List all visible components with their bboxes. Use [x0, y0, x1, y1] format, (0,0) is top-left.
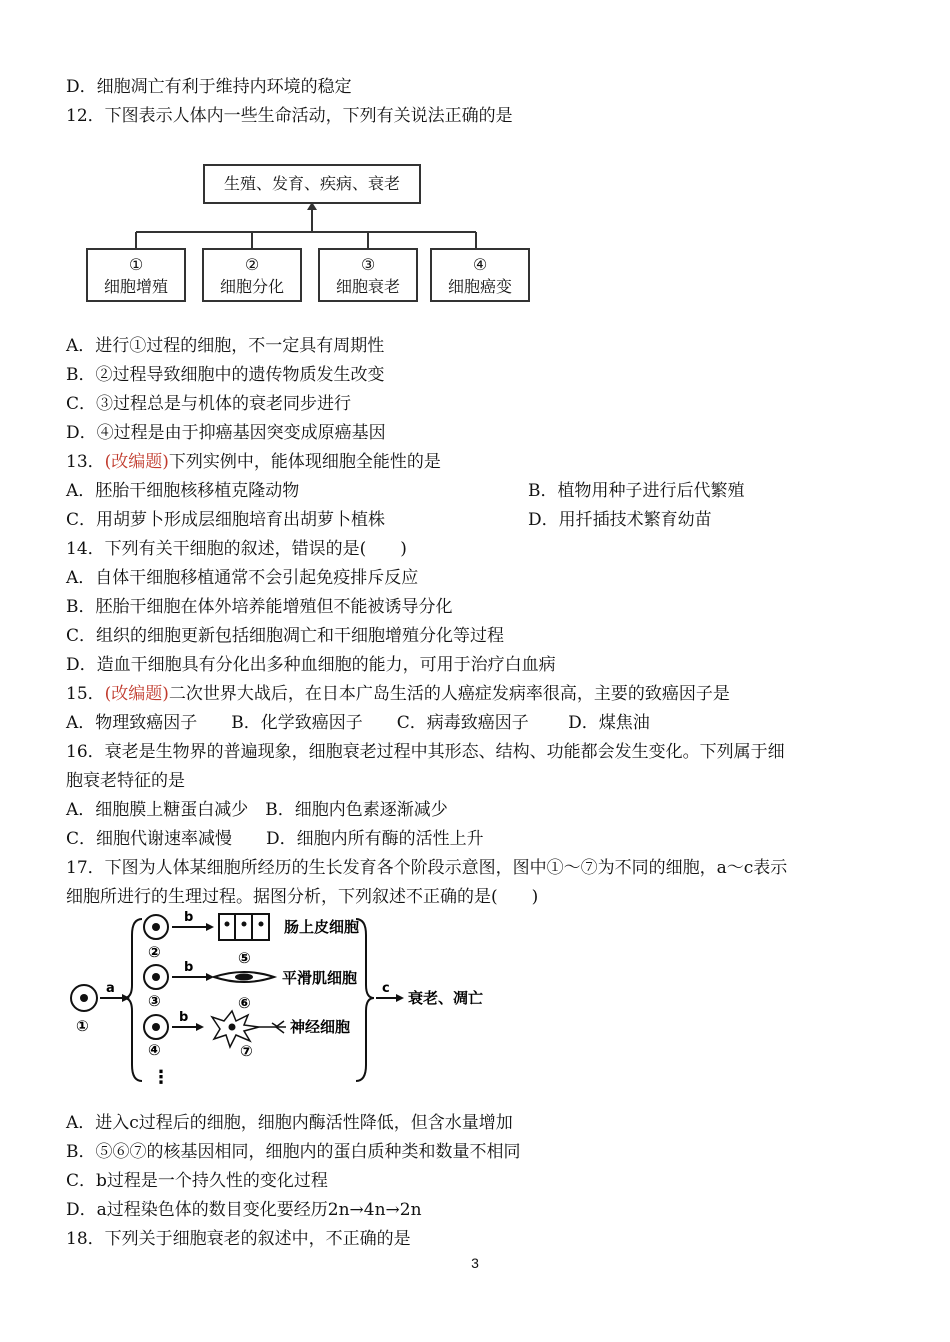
box-number: ③ [360, 255, 376, 274]
nucleus [80, 994, 88, 1002]
adapted-tag: (改编题) [104, 684, 169, 704]
box-number: ① [128, 255, 144, 274]
q17-stem-line1: 17．下图为人体某细胞所经历的生长发育各个阶段示意图，图中①～⑦为不同的细胞，a～c表示 [66, 858, 788, 878]
label-7: ⑦ [240, 1042, 253, 1060]
box-label: 细胞癌变 [447, 277, 512, 296]
question-number: 13． [66, 452, 105, 472]
label-b3: b [179, 1010, 189, 1025]
diagram-box-differentiation [202, 248, 302, 302]
label-3: ③ [148, 992, 161, 1010]
page-number: 3 [471, 1255, 479, 1271]
right-brace [356, 919, 374, 1081]
diagram-box-proliferation [86, 248, 186, 302]
label-4: ④ [148, 1041, 161, 1059]
label-5: ⑤ [238, 949, 251, 967]
more-cells-dots: ⋮ [152, 1067, 170, 1088]
label-1: ① [76, 1017, 89, 1035]
q16-options-row1: A．细胞膜上糖蛋白减少 B．细胞内色素逐渐减少 [66, 800, 448, 820]
label-6: ⑥ [238, 994, 251, 1012]
q13-options-row2 [66, 509, 886, 531]
diagram-box-cancer [430, 248, 530, 302]
q12-option-a: A．进行①过程的细胞，不一定具有周期性 [66, 336, 385, 356]
q15-stem [66, 683, 730, 705]
box-label: 细胞分化 [219, 277, 284, 296]
q12-option-b: B．②过程导致细胞中的遗传物质发生改变 [66, 365, 385, 385]
cell6-label: 平滑肌细胞 [282, 969, 358, 987]
box-number: ② [244, 255, 260, 274]
q16-stem-line2: 胞衰老特征的是 [66, 771, 185, 791]
q12-option-c: C．③过程总是与机体的衰老同步进行 [66, 394, 352, 414]
q17-diagram [64, 905, 504, 1090]
q13-option-c: C．用胡萝卜形成层细胞培育出胡萝卜植株 [66, 510, 386, 530]
q17-option-b: B．⑤⑥⑦的核基因相同，细胞内的蛋白质种类和数量不相同 [66, 1142, 521, 1162]
q13-options-row1 [66, 480, 886, 502]
left-brace [124, 919, 142, 1081]
label-a: a [106, 981, 115, 996]
q17-option-c: C．b过程是一个持久性的变化过程 [66, 1171, 328, 1191]
label-c: c [382, 981, 390, 996]
q14-option-a: A．自体干细胞移植通常不会引起免疫排斥反应 [66, 568, 419, 588]
question-number: 15． [66, 684, 105, 704]
q11-option-d: D．细胞凋亡有利于维持内环境的稳定 [66, 77, 352, 97]
q18-stem: 18．下列关于细胞衰老的叙述中，不正确的是 [66, 1229, 411, 1249]
q13-option-d: D．用扦插技术繁育幼苗 [528, 510, 712, 530]
question-text: 二次世界大战后，在日本广岛生活的人癌症发病率很高，主要的致癌因子是 [168, 684, 730, 704]
q13-option-a: A．胚胎干细胞核移植克隆动物 [66, 481, 300, 501]
adapted-tag: (改编题) [104, 452, 169, 472]
q13-stem [66, 451, 441, 473]
q12-diagram [80, 150, 540, 310]
q13-option-b: B．植物用种子进行后代繁殖 [528, 481, 745, 501]
q17-option-a: A．进入c过程后的细胞，细胞内酶活性降低，但含水量增加 [66, 1113, 513, 1133]
box-number: ④ [472, 255, 488, 274]
cell-development-diagram [64, 905, 504, 1090]
diagram-top-box: 生殖、发育、疾病、衰老 [203, 164, 421, 204]
label-b2: b [184, 960, 194, 975]
q12-option-d: D．④过程是由于抑癌基因突变成原癌基因 [66, 423, 386, 443]
label-2: ② [148, 943, 161, 961]
box-label: 细胞衰老 [335, 277, 400, 296]
q16-options-row2: C．细胞代谢速率减慢 D．细胞内所有酶的活性上升 [66, 829, 484, 849]
q14-option-b: B．胚胎干细胞在体外培养能增殖但不能被诱导分化 [66, 597, 453, 617]
q17-option-d: D．a过程染色体的数目变化要经历2n→4n→2n [66, 1200, 422, 1220]
q14-option-d: D．造血干细胞具有分化出多种血细胞的能力，可用于治疗白血病 [66, 655, 556, 675]
diagram-box-senescence [318, 248, 418, 302]
cell5-label: 肠上皮细胞 [284, 918, 360, 936]
q17-stem-line2: 细胞所进行的生理过程。据图分析，下列叙述不正确的是( ) [66, 887, 539, 907]
result-label: 衰老、凋亡 [408, 989, 484, 1007]
q15-options: A．物理致癌因子 B．化学致癌因子 C．病毒致癌因子 D．煤焦油 [66, 713, 650, 733]
intestinal-cells [219, 914, 269, 940]
q12-stem: 12．下图表示人体内一些生命活动，下列有关说法正确的是 [66, 106, 513, 126]
q14-stem: 14．下列有关干细胞的叙述，错误的是( ) [66, 539, 407, 559]
label-b1: b [184, 910, 194, 925]
cell7-label: 神经细胞 [290, 1018, 351, 1036]
q14-option-c: C．组织的细胞更新包括细胞凋亡和干细胞增殖分化等过程 [66, 626, 505, 646]
q16-stem-line1: 16．衰老是生物界的普遍现象，细胞衰老过程中其形态、结构、功能都会发生变化。下列属于细 [66, 742, 785, 762]
box-label: 细胞增殖 [103, 277, 168, 296]
question-text: 下列实例中，能体现细胞全能性的是 [168, 452, 441, 472]
